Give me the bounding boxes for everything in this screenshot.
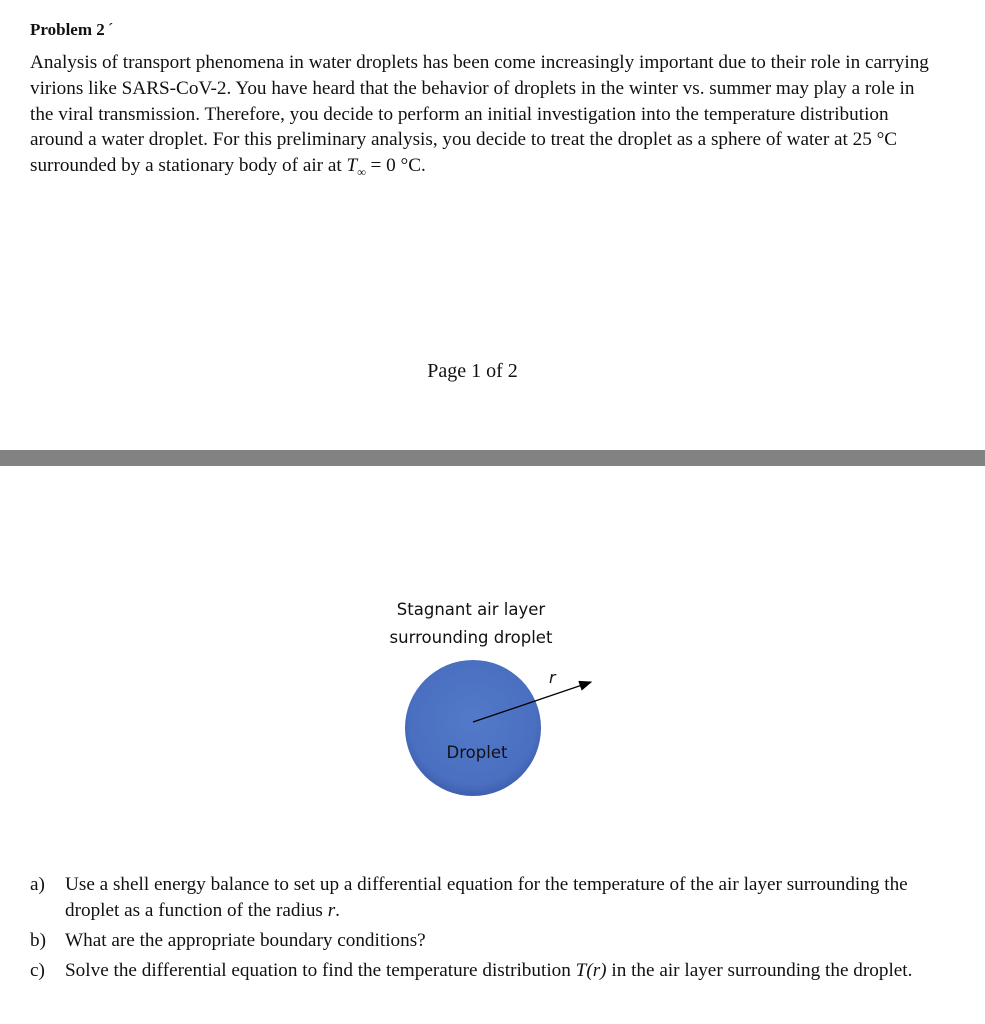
problem-statement [30, 50, 930, 186]
page-number: Page 1 of 2 [427, 360, 518, 382]
radius-label: r [549, 668, 556, 687]
statement-part-1: Analysis of transport phenomena in water droplets has been come increasingly important due to their role in carrying virions like SARS-CoV-2. You have heard that the behavior of droplets in the winter vs. summer may play a role in the viral transmission. Therefore, you decide to perform an initial investigation into the temperature distribution around a water droplet. For this preliminary analysis, you decide to treat the droplet as a sphere of water at 25 °C surrounded by a stationary body of air at [30, 52, 929, 177]
question-text: Use a shell energy balance to set up a differential equation for the temperature of the air layer surrounding the droplet as a function of the radius r. [65, 874, 908, 921]
question-list [30, 872, 930, 988]
question-item [30, 958, 930, 984]
question-text: Solve the differential equation to find the temperature distribution T(r) in the air layer surrounding the droplet. [65, 960, 913, 981]
title-mark: ´ [107, 20, 114, 39]
question-item [30, 872, 930, 924]
statement-part-2: = 0 °C. [365, 155, 426, 177]
problem-title [30, 20, 113, 40]
question-label: c) [30, 960, 45, 981]
droplet-circle [405, 660, 541, 796]
question-item [30, 928, 930, 954]
question-label: b) [30, 930, 46, 951]
problem-title-text: Problem 2 [30, 20, 105, 39]
droplet-label: Droplet [446, 743, 508, 762]
t-infinity-symbol: $T_\infty$ [346, 155, 366, 180]
question-label: a) [30, 874, 45, 895]
figure-caption: Stagnant air layer surrounding droplet [389, 600, 553, 647]
droplet-figure [395, 660, 605, 802]
page-separator [0, 450, 985, 466]
question-text: What are the appropriate boundary conditions? [65, 930, 426, 951]
